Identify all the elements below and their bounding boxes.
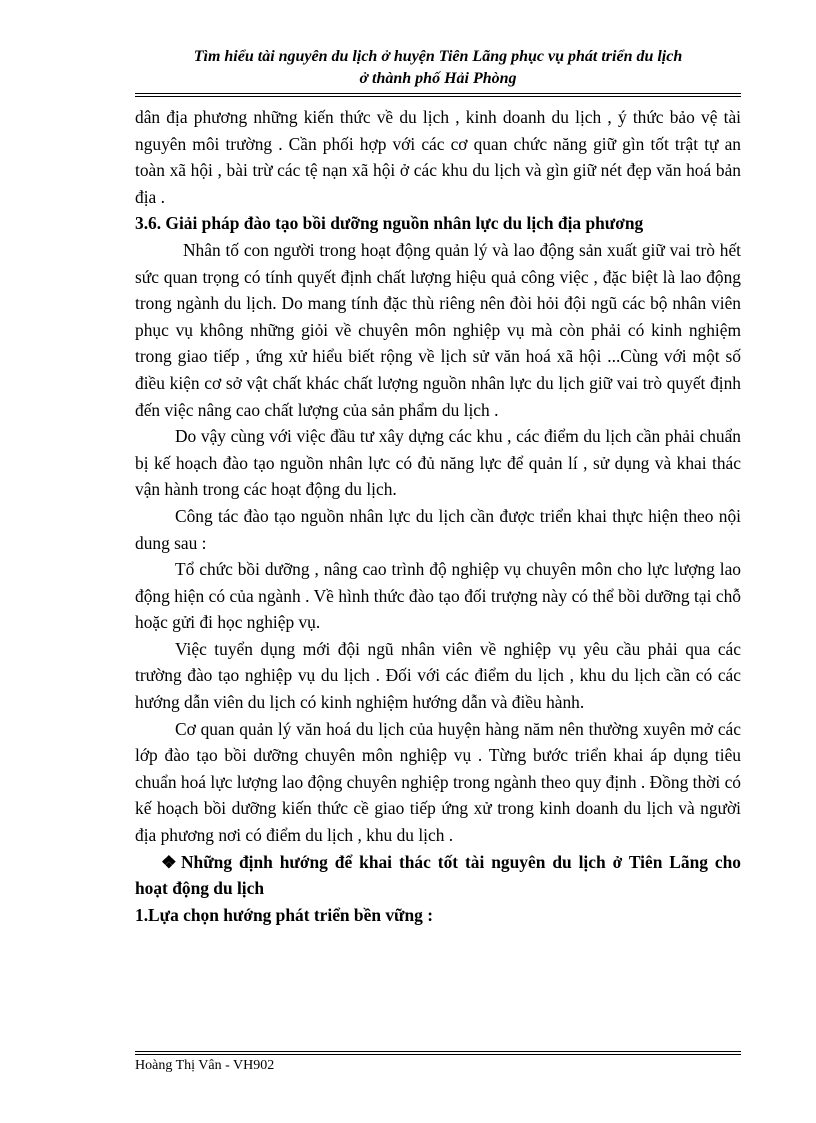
bullet-heading <box>135 849 741 902</box>
paragraph: Công tác đào tạo nguồn nhân lực du lịch cần được triển khai thực hiện theo nội dung sau : <box>135 505 741 553</box>
header-line-1: Tìm hiểu tài nguyên du lịch ở huyện Tiên Lãng phục vụ phát triển du lịch <box>193 48 683 65</box>
paragraph: Cơ quan quản lý văn hoá du lịch của huyện hàng năm nên thường xuyên mở các lớp đào tạo bồi dưỡng chuyên môn nghiệp vụ . Từng bước triển khai áp dụng tiêu chuẩn hoá lực lượng lao động chuyên nghiệp trong ngành theo quy định . Đồng thời có kế hoạch bồi dưỡng kiến thức cề giao tiếp ứng xử trong kinh doanh du lịch và người địa phương nơi có điểm du lịch , khu du lịch . <box>135 718 741 846</box>
header-rule-top <box>135 93 741 94</box>
footer-rule-bottom <box>135 1054 741 1055</box>
paragraph: Do vậy cùng với việc đầu tư xây dựng các khu , các điểm du lịch cần phải chuẩn bị kế hoạch đào tạo nguồn nhân lực có đủ năng lực để quản lí , sử dụng và khai thác vận hành trong các hoạt động du lịch. <box>135 426 741 500</box>
paragraph-continued: dân địa phương những kiến thức về du lịch , kinh doanh du lịch , ý thức bảo vệ tài nguyên môi trường . Cần phối hợp với các cơ quan chức năng giữ gìn tốt trật tự an toàn xã hội , bài trừ các tệ nạn xã hội ở các khu du lịch và gìn giữ nét đẹp văn hoá bản địa . <box>135 107 741 207</box>
running-footer: Hoàng Thị Vân - VH902 <box>135 1058 275 1073</box>
header-line-2: ở thành phố Hải Phòng <box>359 70 517 87</box>
document-body <box>135 104 741 928</box>
footer-rule-top <box>135 1051 741 1052</box>
paragraph: Việc tuyển dụng mới đội ngũ nhân viên về nghiệp vụ yêu cầu phải qua các trường đào tạo nghiệp vụ du lịch . Đối với các điểm du lịch , khu du lịch cần có các hướng dẫn viên du lịch có kinh nghiệm hướng dẫn và điều hành. <box>135 638 741 713</box>
sub-heading: 1.Lựa chọn hướng phát triển bền vững : <box>135 904 433 925</box>
diamond-bullet-icon: ❖ <box>161 851 177 872</box>
header-rule-bottom <box>135 96 741 97</box>
bullet-heading-text: Những định hướng để khai thác tốt tài nguyên du lịch ở Tiên Lãng cho hoạt động du lịch <box>135 851 741 899</box>
paragraph: Tổ chức bồi dưỡng , nâng cao trình độ nghiệp vụ chuyên môn cho lực lượng lao động hiện có của ngành . Về hình thức đào tạo đối trượng này có thể bồi dưỡng tại chỗ hoặc gửi đi học nghiệp vụ. <box>135 559 741 633</box>
running-header <box>135 46 741 90</box>
paragraph: Nhân tố con người trong hoạt động quản lý và lao động sản xuất giữ vai trò hết sức quan trọng có tính quyết định chất lượng hiệu quả công việc , đặc biệt là lao động trong ngành du lịch. Do mang tính đặc thù riêng nên đòi hỏi đội ngũ các bộ nhân viên phục vụ không những giỏi về chuyên môn nghiệp vụ mà còn phải có kinh nghiệm trong giao tiếp , ứng xử hiểu biết rộng về lịch sử văn hoá xã hội ...Cùng với một số điều kiện cơ sở vật chất khác chất lượng nguồn nhân lực du lịch giữ vai trò quyết định đến việc nâng cao chất lượng của sản phẩm du lịch . <box>135 239 741 420</box>
section-heading: 3.6. Giải pháp đào tạo bồi dưỡng nguồn nhân lực du lịch địa phương <box>135 213 644 234</box>
